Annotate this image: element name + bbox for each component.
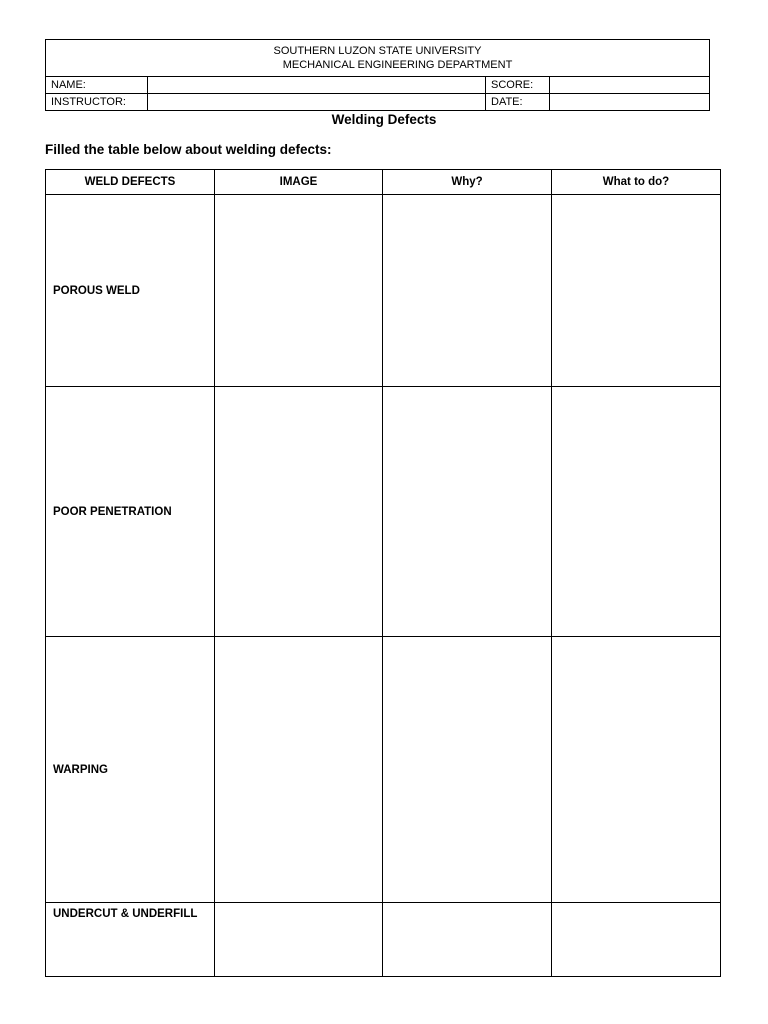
column-header-why: Why? [383, 170, 552, 195]
defect-name: POOR PENETRATION [46, 387, 215, 637]
column-header-weld-defects: WELD DEFECTS [46, 170, 215, 195]
weld-defects-table [45, 169, 721, 977]
instruction-text: Filled the table below about welding defects: [45, 142, 332, 157]
what-to-do-cell[interactable] [552, 387, 721, 637]
instructor-label: INSTRUCTOR: [46, 94, 148, 111]
name-label: NAME: [46, 77, 148, 94]
defect-name: UNDERCUT & UNDERFILL [46, 903, 215, 977]
date-label: DATE: [486, 94, 550, 111]
table-row [46, 387, 721, 637]
table-row [46, 195, 721, 387]
document-title: Welding Defects [331, 112, 437, 127]
why-cell[interactable] [383, 903, 552, 977]
score-label: SCORE: [486, 77, 550, 94]
header-table [45, 39, 710, 111]
why-cell[interactable] [383, 195, 552, 387]
date-field[interactable] [550, 94, 710, 111]
image-cell[interactable] [215, 903, 383, 977]
name-field[interactable] [148, 77, 486, 94]
table-header-row [46, 170, 721, 195]
what-to-do-cell[interactable] [552, 903, 721, 977]
table-row [46, 637, 721, 903]
why-cell[interactable] [383, 387, 552, 637]
defect-name: WARPING [46, 637, 215, 903]
department-name: MECHANICAL ENGINEERING DEPARTMENT [282, 59, 513, 71]
why-cell[interactable] [383, 637, 552, 903]
image-cell[interactable] [215, 387, 383, 637]
table-row [46, 903, 721, 977]
defect-name: POROUS WELD [46, 195, 215, 387]
what-to-do-cell[interactable] [552, 195, 721, 387]
what-to-do-cell[interactable] [552, 637, 721, 903]
score-field[interactable] [550, 77, 710, 94]
image-cell[interactable] [215, 637, 383, 903]
column-header-image: IMAGE [215, 170, 383, 195]
image-cell[interactable] [215, 195, 383, 387]
university-name: SOUTHERN LUZON STATE UNIVERSITY [273, 45, 482, 57]
column-header-what-to-do: What to do? [552, 170, 721, 195]
instructor-field[interactable] [148, 94, 486, 111]
university-header [46, 40, 710, 77]
